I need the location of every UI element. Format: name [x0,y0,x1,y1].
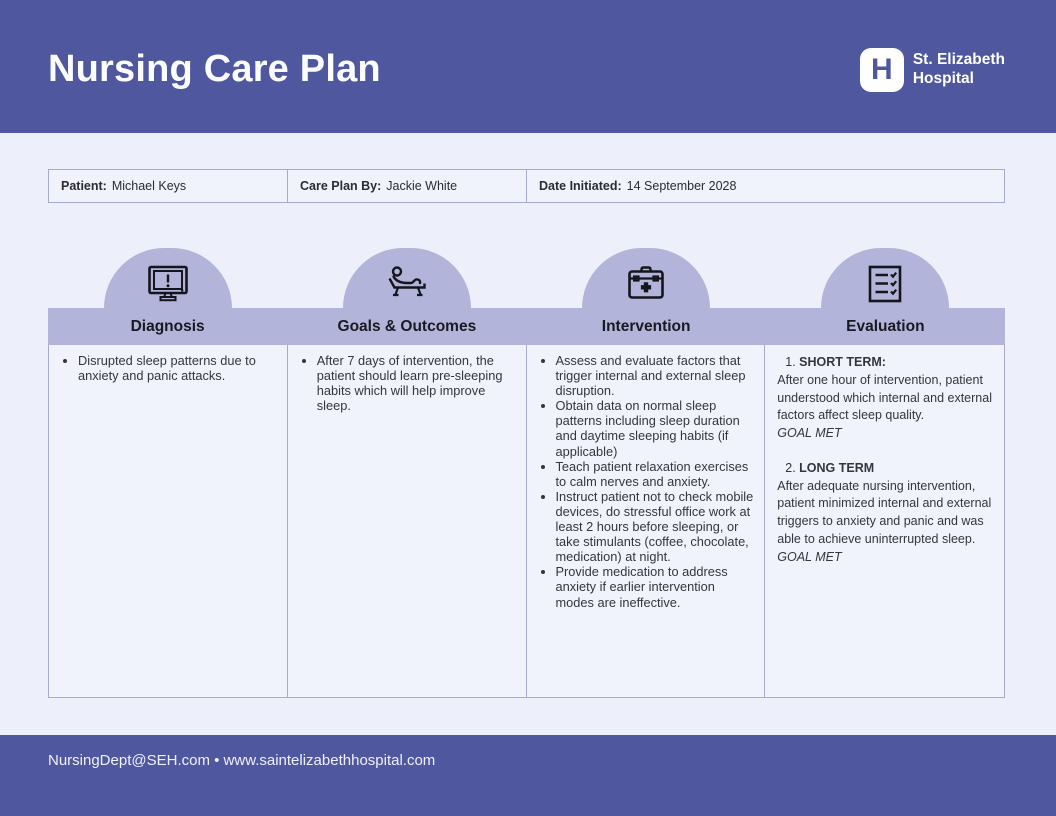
care-plan-table [48,345,1005,698]
footer [0,735,1056,816]
evaluation-short-term-status: GOAL MET [777,426,842,440]
hospital-logo-letter: H [871,52,893,86]
patient-field [49,170,288,202]
diagnosis-hump [104,248,232,308]
goals-item: • After 7 days of intervention, the patient should learn pre-sleeping habits which will help improve sleep. [317,353,518,413]
care-plan-by-value: Jackie White [386,179,458,193]
intervention-hump [582,248,710,308]
intervention-item: • Teach patient relaxation exercises to calm nerves and anxiety. [556,459,757,489]
column-header-evaluation: Evaluation [846,317,925,335]
diagnosis-item: • Disrupted sleep patterns due to anxiety and panic attacks. [78,353,279,383]
date-initiated-label: Date Initiated: [539,179,622,193]
evaluation-cell [765,345,1004,697]
evaluation-long-term [777,460,994,567]
diagnosis-cell [49,345,288,697]
page-title: Nursing Care Plan [48,48,381,90]
evaluation-hump [821,248,949,308]
intervention-cell [527,345,766,697]
hospital-name-line1: St. Elizabeth [912,51,1005,69]
column-header-diagnosis: Diagnosis [130,317,205,335]
column-icons-row [48,248,1005,308]
evaluation-long-term-body: After adequate nursing intervention, patient minimized internal and external triggers to anxiety and panic and was able to achieve uninterrupted sleep. [777,478,992,546]
footer-contact: NursingDept@SEH.com • www.saintelizabethhospital.com [48,752,436,769]
chaise-lounge-icon [384,262,430,306]
diagnosis-list [49,353,279,383]
intervention-list [527,353,757,610]
intervention-item: • Assess and evaluate factors that trigger internal and external sleep disruption. [556,353,757,398]
evaluation-item-number: 2. [785,460,796,475]
patient-label: Patient: [61,179,107,193]
date-initiated-value: 14 September 2028 [626,179,737,193]
intervention-item: • Instruct patient not to check mobile devices, do stressful office work at least 2 hours before sleeping, or take stimulants (coffee, chocolate, medication) at night. [556,489,757,564]
header [0,0,1056,133]
date-initiated-field [527,170,1004,202]
evaluation-short-term [777,354,994,443]
column-header-intervention: Intervention [601,317,691,335]
hospital-logo [860,48,1005,92]
care-plan-by-field [288,170,527,202]
evaluation-item-label: LONG TERM [799,460,875,475]
evaluation-item-label: SHORT TERM: [799,355,886,369]
evaluation-short-term-body: After one hour of intervention, patient understood which internal and external factors affect sleep quality. [777,372,992,423]
care-plan-by-label: Care Plan By: [300,179,382,193]
evaluation-short-term-heading [777,354,994,372]
evaluation-long-term-heading [777,460,994,478]
intervention-item: • Obtain data on normal sleep patterns including sleep duration and daytime sleeping habits (if applicable) [556,398,757,458]
column-header-goals: Goals & Outcomes [337,317,477,335]
column-headers [48,308,1005,345]
goals-cell [288,345,527,697]
checklist-icon [863,262,907,306]
evaluation-item-number: 1. [785,355,796,369]
monitor-alert-icon [146,262,190,306]
goals-hump [343,248,471,308]
hospital-logo-icon [860,48,904,92]
evaluation-long-term-status: GOAL MET [777,549,842,564]
intervention-item: • Provide medication to address anxiety if earlier intervention modes are ineffective. [556,564,757,609]
goals-list [288,353,518,413]
hospital-name [913,51,1005,88]
hospital-name-line2: Hospital [912,69,974,87]
patient-value: Michael Keys [111,179,187,193]
medical-bag-icon [624,262,668,306]
patient-info-bar [48,169,1005,203]
